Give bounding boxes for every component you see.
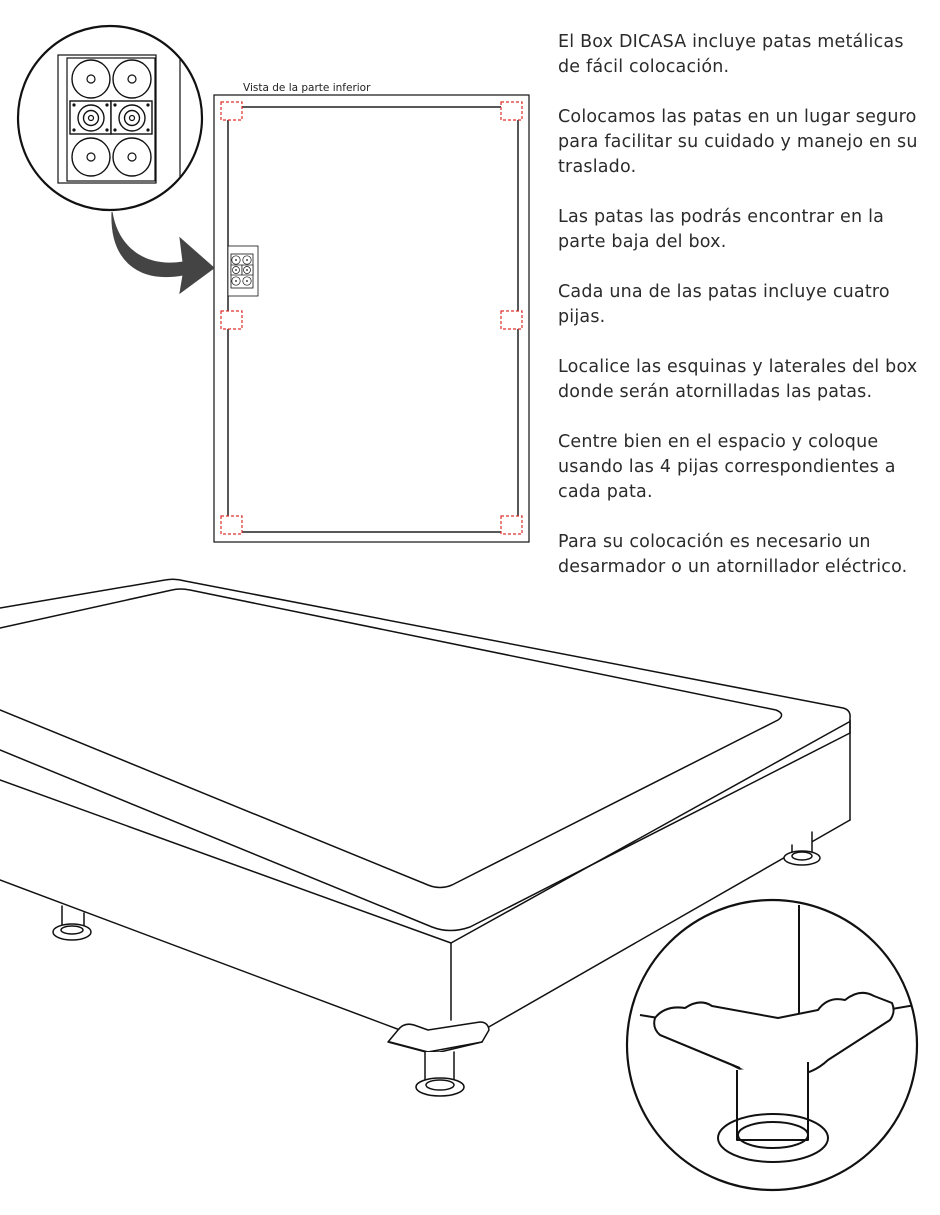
leg-disc — [113, 138, 151, 176]
leg-marker-bottom-right — [501, 516, 522, 534]
leg-pack-detail-zoom — [18, 20, 202, 215]
bottom-view-diagram — [214, 82, 529, 542]
instruction-text: Cada una de las patas incluye cuatro pijas. — [558, 282, 890, 327]
leg-marker-top-left — [221, 102, 242, 120]
curved-arrow-icon — [112, 212, 214, 293]
leg-disc — [72, 60, 110, 98]
leg-marker-bottom-left — [221, 516, 242, 534]
leg-position-markers — [221, 102, 522, 534]
leg-disc — [72, 138, 110, 176]
leg-corner-detail-zoom — [627, 900, 917, 1190]
leg-marker-middle-left — [221, 311, 242, 329]
box-inner-frame — [228, 107, 518, 532]
leg-pack-location — [228, 246, 258, 296]
instructions-list — [558, 30, 928, 605]
bottom-view-label: Vista de la parte inferior — [243, 82, 371, 94]
leg-marker-top-right — [501, 102, 522, 120]
leg-disc — [113, 60, 151, 98]
instruction-text: Colocamos las patas en un lugar seguro para facilitar su cuidado y manejo en su traslado. — [558, 107, 918, 177]
instruction-text: Las patas las podrás encontrar en la parte baja del box. — [558, 207, 885, 252]
instruction-text: Para su colocación es necesario un desarmador o un atornillador eléctrico. — [558, 532, 908, 577]
box-outer-frame — [214, 95, 529, 542]
instruction-text: Localice las esquinas y laterales del box donde serán atornilladas las patas. — [558, 357, 918, 402]
instruction-text: El Box DICASA incluye patas metálicas de fácil colocación. — [558, 32, 904, 77]
leg-marker-middle-right — [501, 311, 522, 329]
instruction-text: Centre bien en el espacio y coloque usando las 4 pijas correspondientes a cada pata. — [558, 432, 896, 502]
